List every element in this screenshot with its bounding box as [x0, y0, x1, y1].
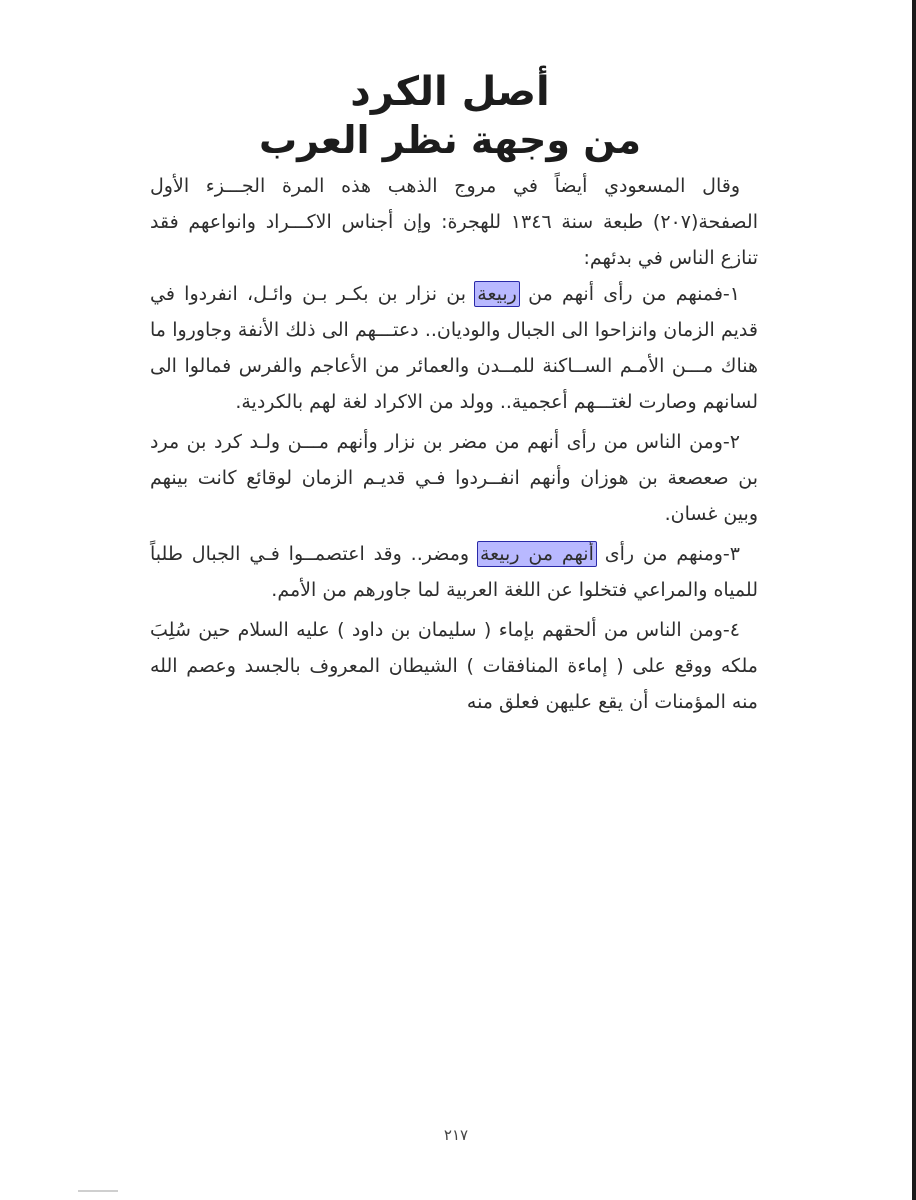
item-1-paragraph — [150, 276, 758, 420]
intro-paragraph: وقال المسعودي أيضاً في مروج الذهب هذه المرة الجـــزء الأول الصفحة(٢٠٧) طبعة سنة ١٣٤٦ للهجرة: وإن أجناس الاكـــراد وانواعهم فقد تنازع الناس في بدئهم: — [150, 175, 758, 269]
item-3-paragraph — [150, 536, 758, 608]
item-3-text-after: ومضر.. وقد اعتصمــوا فـي الجبال طلباً للمياه والمراعي فتخلوا عن اللغة العربية لما جاورهم من الأمم. — [150, 543, 758, 601]
item-4-paragraph: ٤-ومن الناس من ألحقهم بإماء ( سليمان بن داود ) عليه السلام حين سُلِبَ ملكه ووقع على ( إماءة المنافقات ) الشيطان المعروف بالجسد وعصم الله منه المؤمنات أن يقع عليهن فعلق منه — [150, 619, 758, 713]
search-highlight-2[interactable]: أنهم من ربيعة — [479, 543, 594, 565]
page-subtitle: من وجهة نظر العرب — [258, 118, 642, 162]
item-3-text-before: ٣-ومنهم من رأى — [595, 543, 740, 565]
page-number: ٢١٧ — [443, 1126, 469, 1144]
item-2-paragraph: ٢-ومن الناس من رأى أنهم من مضر بن نزار وأنهم مـــن ولـد كرد بن مرد بن صعصعة بن هوزان وأنهم انفــردوا فـي قديـم الزمان لوقائع كانت بينهم وبين غسان. — [150, 431, 758, 525]
body-text — [150, 168, 758, 720]
scan-edge-mark — [78, 1190, 118, 1192]
item-1-text-before: ١-فمنهم من رأى أنهم من — [518, 283, 740, 305]
search-highlight-1[interactable]: ربيعة — [477, 283, 517, 305]
item-1-text-after: بن نزار بن بكـر بـن وائـل، انفردوا في قديم الزمان وانزاحوا الى الجبال والوديان.. دعتـــهم الى ذلك الأنفة وجاوروا ما هناك مـــن الأمـم الســاكنة للمــدن والعمائر من الأعاجم والفرس فمالوا الى لسانهم وصارت لغتـــهم أعجمية.. وولد من الاكراد لغة لهم بالكردية. — [150, 283, 758, 413]
page-title: أصل الكرد — [350, 69, 550, 115]
